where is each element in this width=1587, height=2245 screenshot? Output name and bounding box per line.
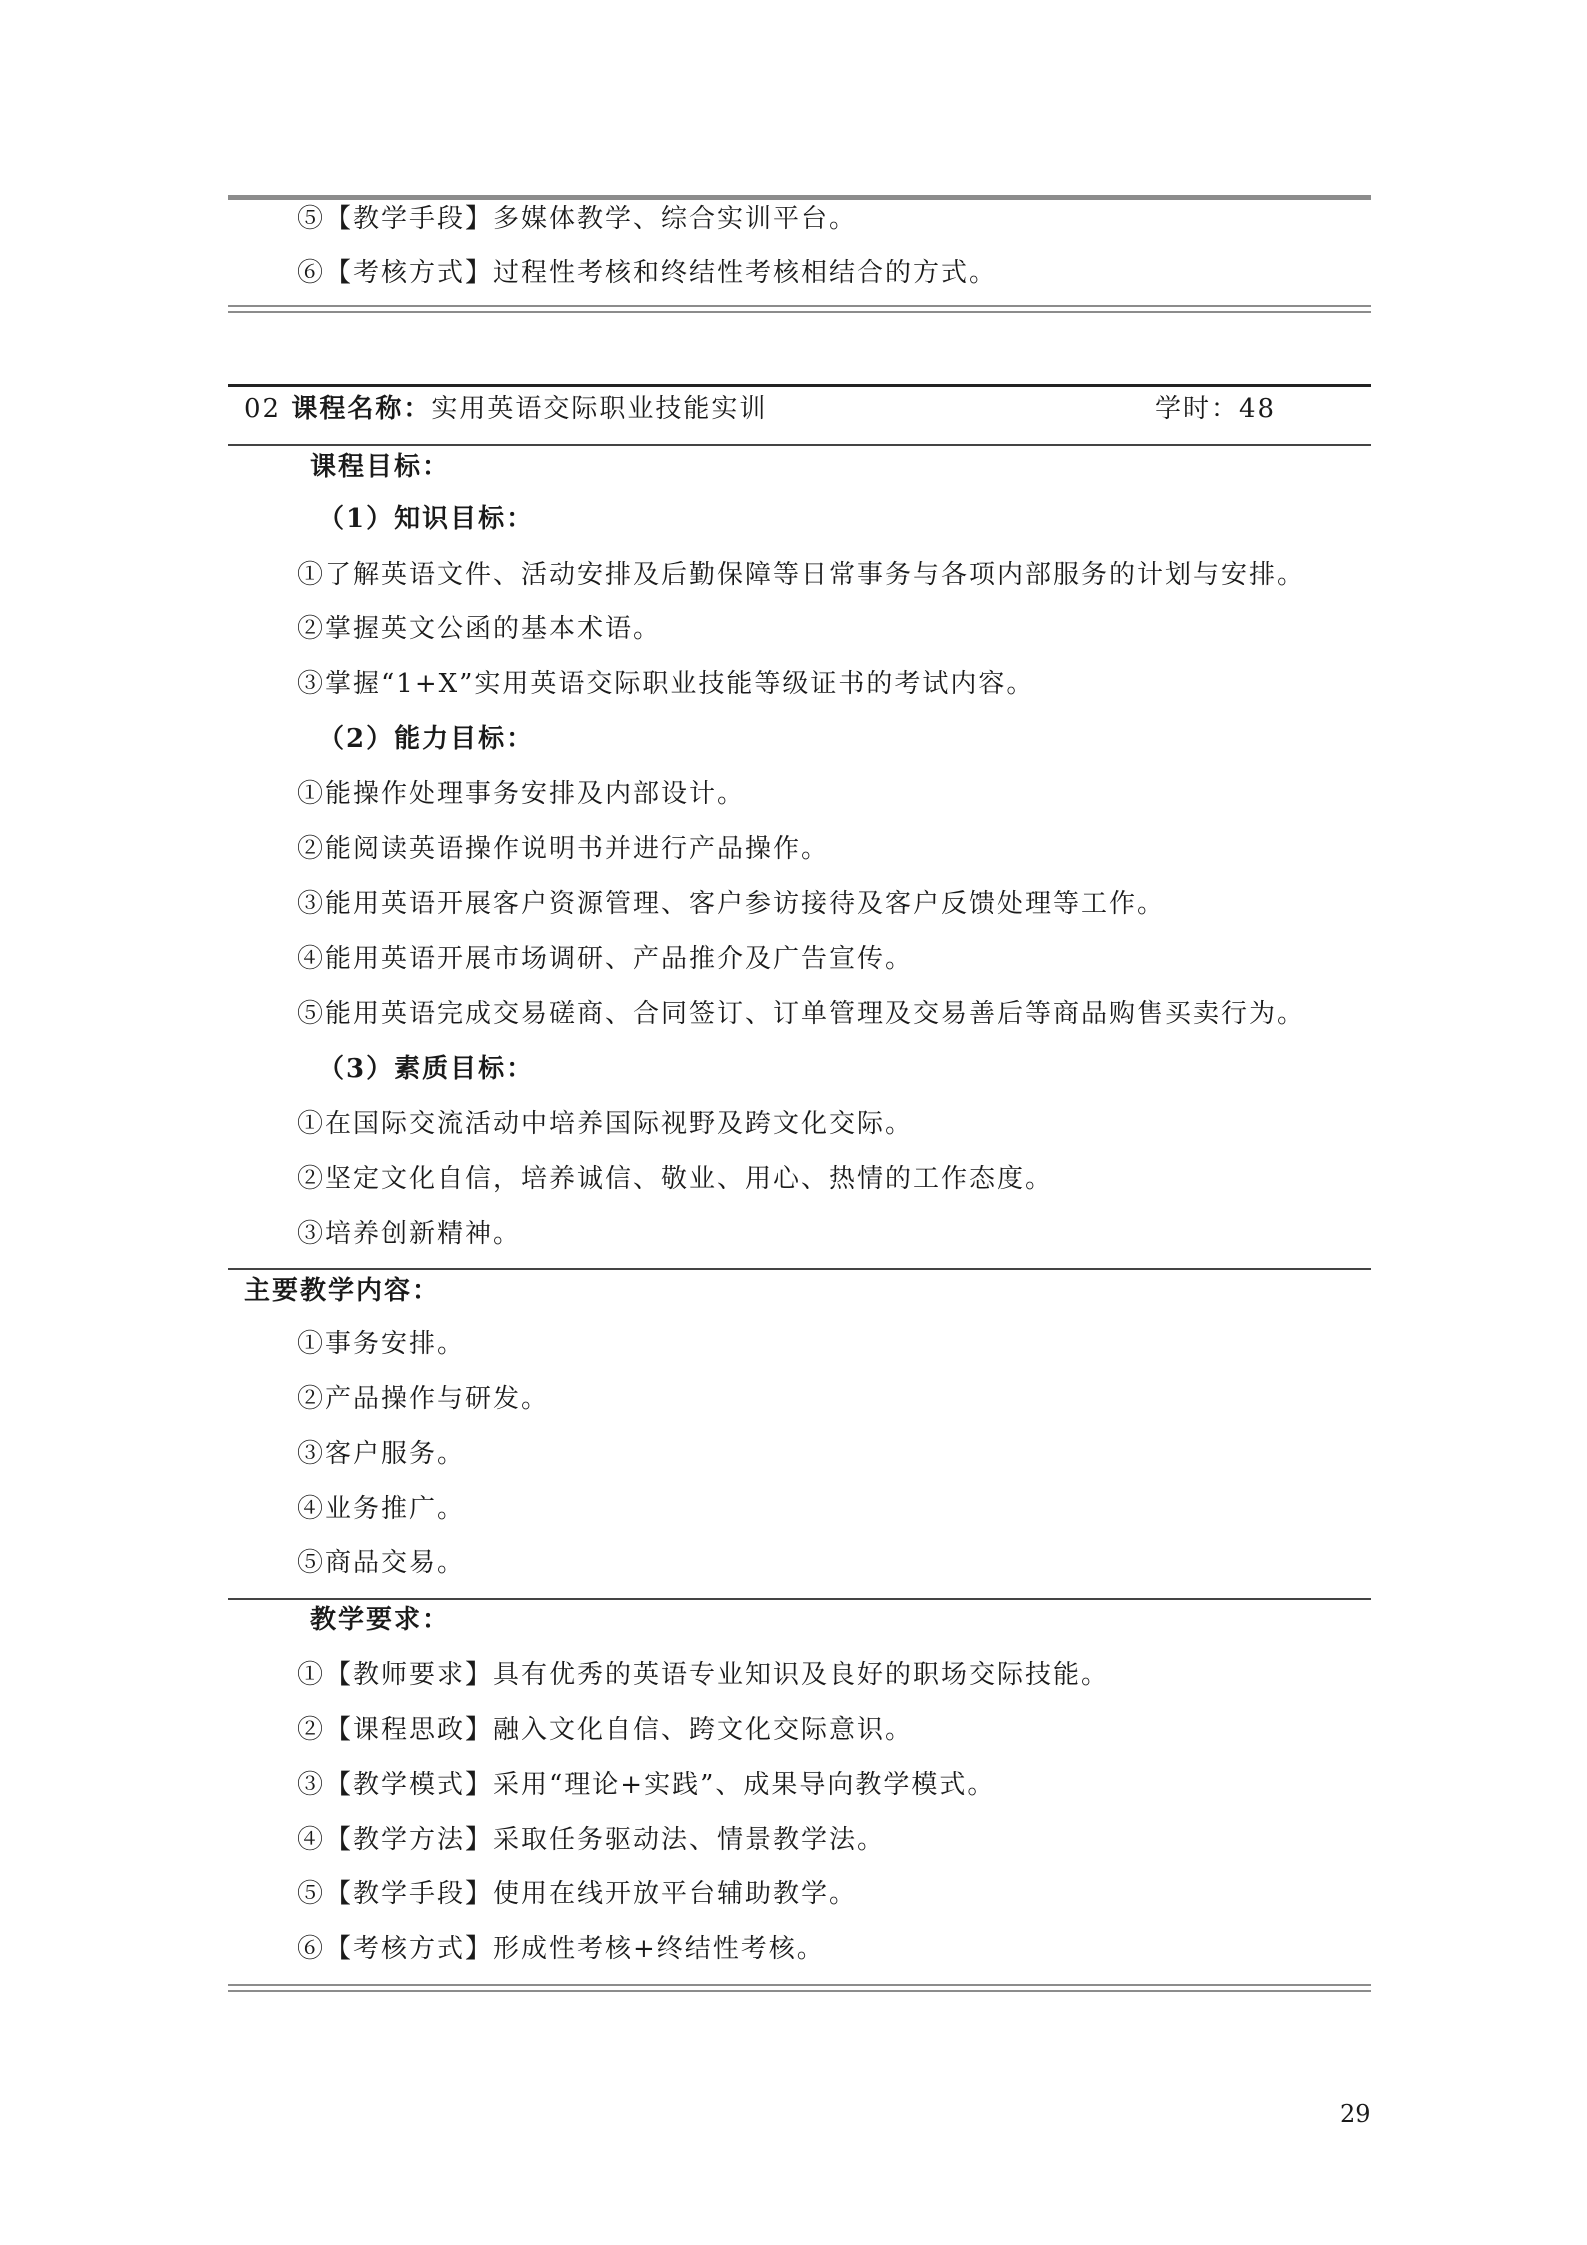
goals-heading: 课程目标： (310, 452, 451, 482)
course-hours-value: 48 (1239, 394, 1277, 424)
top-rule (228, 195, 1371, 200)
content-top-rule (228, 1268, 1371, 1270)
knowledge-item: ①了解英语文件、活动安排及后勤保障等日常事务与各项内部服务的计划与安排。 (297, 560, 1306, 590)
course-header-bottom-rule (228, 444, 1371, 446)
course-name-label: 课程名称： (291, 394, 432, 424)
requirements-heading: 教学要求： (310, 1605, 451, 1635)
requirement-item: ①【教师要求】具有优秀的英语专业知识及良好的职场交际技能。 (297, 1660, 1110, 1690)
bottom-rule-1 (228, 1984, 1371, 1986)
ability-item: ⑤能用英语完成交易磋商、合同签订、订单管理及交易善后等商品购售买卖行为。 (297, 999, 1306, 1029)
quality-item: ②坚定文化自信，培养诚信、敬业、用心、热情的工作态度。 (297, 1164, 1054, 1194)
quality-heading: （3）素质目标： (318, 1054, 535, 1084)
course-hours (1155, 392, 1276, 426)
course-name: 实用英语交际职业技能实训 (431, 394, 768, 424)
content-item: ⑤商品交易。 (297, 1548, 466, 1578)
course-title-row (244, 392, 767, 426)
requirement-item: ③【教学模式】采用“理论+实践”、成果导向教学模式。 (297, 1770, 996, 1800)
prev-line-1: ⑤【教学手段】多媒体教学、综合实训平台。 (297, 204, 858, 234)
requirement-item: ⑤【教学手段】使用在线开放平台辅助教学。 (297, 1879, 858, 1909)
quality-item: ③培养创新精神。 (297, 1219, 522, 1249)
course-number: 02 (244, 394, 282, 424)
prev-end-rule-1 (228, 305, 1371, 307)
ability-item: ②能阅读英语操作说明书并进行产品操作。 (297, 834, 830, 864)
content-item: ③客户服务。 (297, 1439, 466, 1469)
ability-item: ①能操作处理事务安排及内部设计。 (297, 779, 746, 809)
prev-end-rule-2 (228, 311, 1371, 313)
course-hours-label: 学时： (1155, 394, 1240, 424)
quality-item: ①在国际交流活动中培养国际视野及跨文化交际。 (297, 1109, 914, 1139)
course-header-top-rule (228, 384, 1371, 387)
content-heading: 主要教学内容： (244, 1276, 441, 1306)
requirement-item: ④【教学方法】采取任务驱动法、情景教学法。 (297, 1825, 886, 1855)
requirements-top-rule (228, 1598, 1371, 1600)
content-item: ④业务推广。 (297, 1494, 466, 1524)
knowledge-item: ②掌握英文公函的基本术语。 (297, 614, 662, 644)
content-item: ②产品操作与研发。 (297, 1384, 550, 1414)
content-item: ①事务安排。 (297, 1329, 466, 1359)
requirement-item: ⑥【考核方式】形成性考核+终结性考核。 (297, 1934, 825, 1964)
bottom-rule-2 (228, 1990, 1371, 1992)
prev-line-2: ⑥【考核方式】过程性考核和终结性考核相结合的方式。 (297, 258, 998, 288)
ability-item: ④能用英语开展市场调研、产品推介及广告宣传。 (297, 944, 914, 974)
page-number: 29 (1340, 2100, 1371, 2128)
ability-heading: （2）能力目标： (318, 724, 535, 754)
knowledge-item: ③掌握“1+X”实用英语交际职业技能等级证书的考试内容。 (297, 669, 1035, 699)
requirement-item: ②【课程思政】融入文化自信、跨文化交际意识。 (297, 1715, 914, 1745)
ability-item: ③能用英语开展客户资源管理、客户参访接待及客户反馈处理等工作。 (297, 889, 1166, 919)
knowledge-heading: （1）知识目标： (318, 504, 535, 534)
